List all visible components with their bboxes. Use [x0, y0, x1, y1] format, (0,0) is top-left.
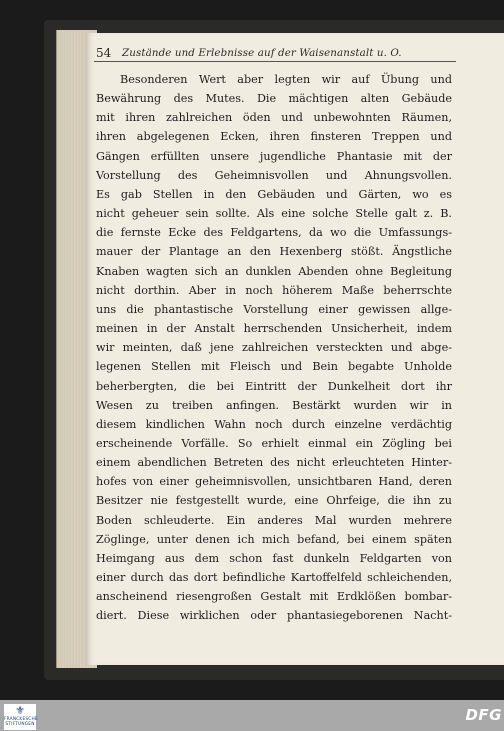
logo-text-line1: FRANCKESCHE — [4, 717, 38, 722]
text-line: uns die phantastische Vorstellung einer gewissen allge- — [96, 302, 452, 316]
header-rule — [94, 61, 456, 62]
text-line: Boden schleuderte. Ein anderes Mal wurden mehrere — [96, 513, 452, 527]
running-title: Zustände und Erlebnisse auf der Waisenanstalt u. O. — [122, 47, 402, 59]
text-line: nicht dorthin. Aber in noch höherem Maße beherrschte — [96, 283, 452, 297]
text-line: Es gab Stellen in den Gebäuden und Gärten, wo es — [96, 187, 452, 201]
franckesche-stiftungen-logo-icon[interactable]: ⚜ FRANCKESCHE STIFTUNGEN — [4, 704, 36, 730]
text-line: die fernste Ecke des Feldgartens, da wo die Umfassungs- — [96, 226, 452, 240]
text-line: Gängen erfüllten unsere jugendliche Phantasie mit der — [96, 149, 452, 163]
text-line: hofes von einer geheimnisvollen, unsichtbaren Hand, deren — [96, 475, 452, 489]
text-line: diesem kindlichen Wahn noch durch einzelne verdächtig — [96, 417, 452, 431]
text-line: Vorstellung des Geheimnisvollen und Ahnungsvollen. — [96, 168, 452, 182]
viewer-footer-bar — [0, 700, 504, 731]
text-line: meinen in der Anstalt herrschenden Unsicherheit, indem — [96, 322, 452, 336]
text-line: erscheinende Vorfälle. So erhielt einmal ein Zögling bei — [96, 436, 452, 450]
text-line: anscheinend riesengroßen Gestalt mit Erdklößen bombar- — [96, 590, 452, 604]
text-line: ihren abgelegenen Ecken, ihren finsteren Treppen und — [96, 130, 452, 144]
text-line: Besonderen Wert aber legten wir auf Übung und — [120, 73, 452, 86]
page-number: 54 — [96, 46, 112, 60]
text-line: Zöglinge, unter denen ich mich befand, bei einem späten — [96, 532, 452, 546]
text-line: mauer der Plantage an den Hexenberg stößt. Ängstliche — [96, 245, 452, 259]
text-line: Knaben wagten sich an dunklen Abenden ohne Begleitung — [96, 264, 452, 278]
text-line: diert. Diese wirklichen oder phantasiegeborenen Nacht- — [96, 609, 452, 623]
text-line: beherbergten, die bei Eintritt der Dunkelheit dort ihr — [96, 379, 452, 393]
text-line: wir meinten, daß jene zahlreichen versteckten und abge- — [96, 341, 452, 355]
page-header — [96, 44, 456, 62]
text-line: einem abendlichen Betreten des nicht erleuchteten Hinter- — [96, 456, 452, 470]
text-line: Wesen zu treiben anfingen. Bestärkt wurden wir in — [96, 398, 452, 412]
text-line: Heimgang aus dem schon fast dunkeln Feldgarten von — [96, 551, 452, 565]
text-line: einer durch das dort befindliche Kartoffelfeld schleichenden, — [96, 571, 452, 585]
text-line: mit ihren zahlreichen öden und unbewohnten Räumen, — [96, 111, 452, 125]
dfg-logo[interactable]: DFG — [465, 706, 502, 724]
body-text — [96, 70, 452, 626]
text-line: Besitzer nie festgestellt wurde, eine Ohrfeige, die ihn zu — [96, 494, 452, 508]
text-line: legenen Stellen mit Fleisch und Bein begabte Unholde — [96, 360, 452, 374]
logo-text-line2: STIFTUNGEN — [5, 722, 35, 727]
text-line: nicht geheuer sein sollte. Als eine solche Stelle galt z. B. — [96, 207, 452, 221]
text-line: Bewährung des Mutes. Die mächtigen alten Gebäude — [96, 92, 452, 106]
